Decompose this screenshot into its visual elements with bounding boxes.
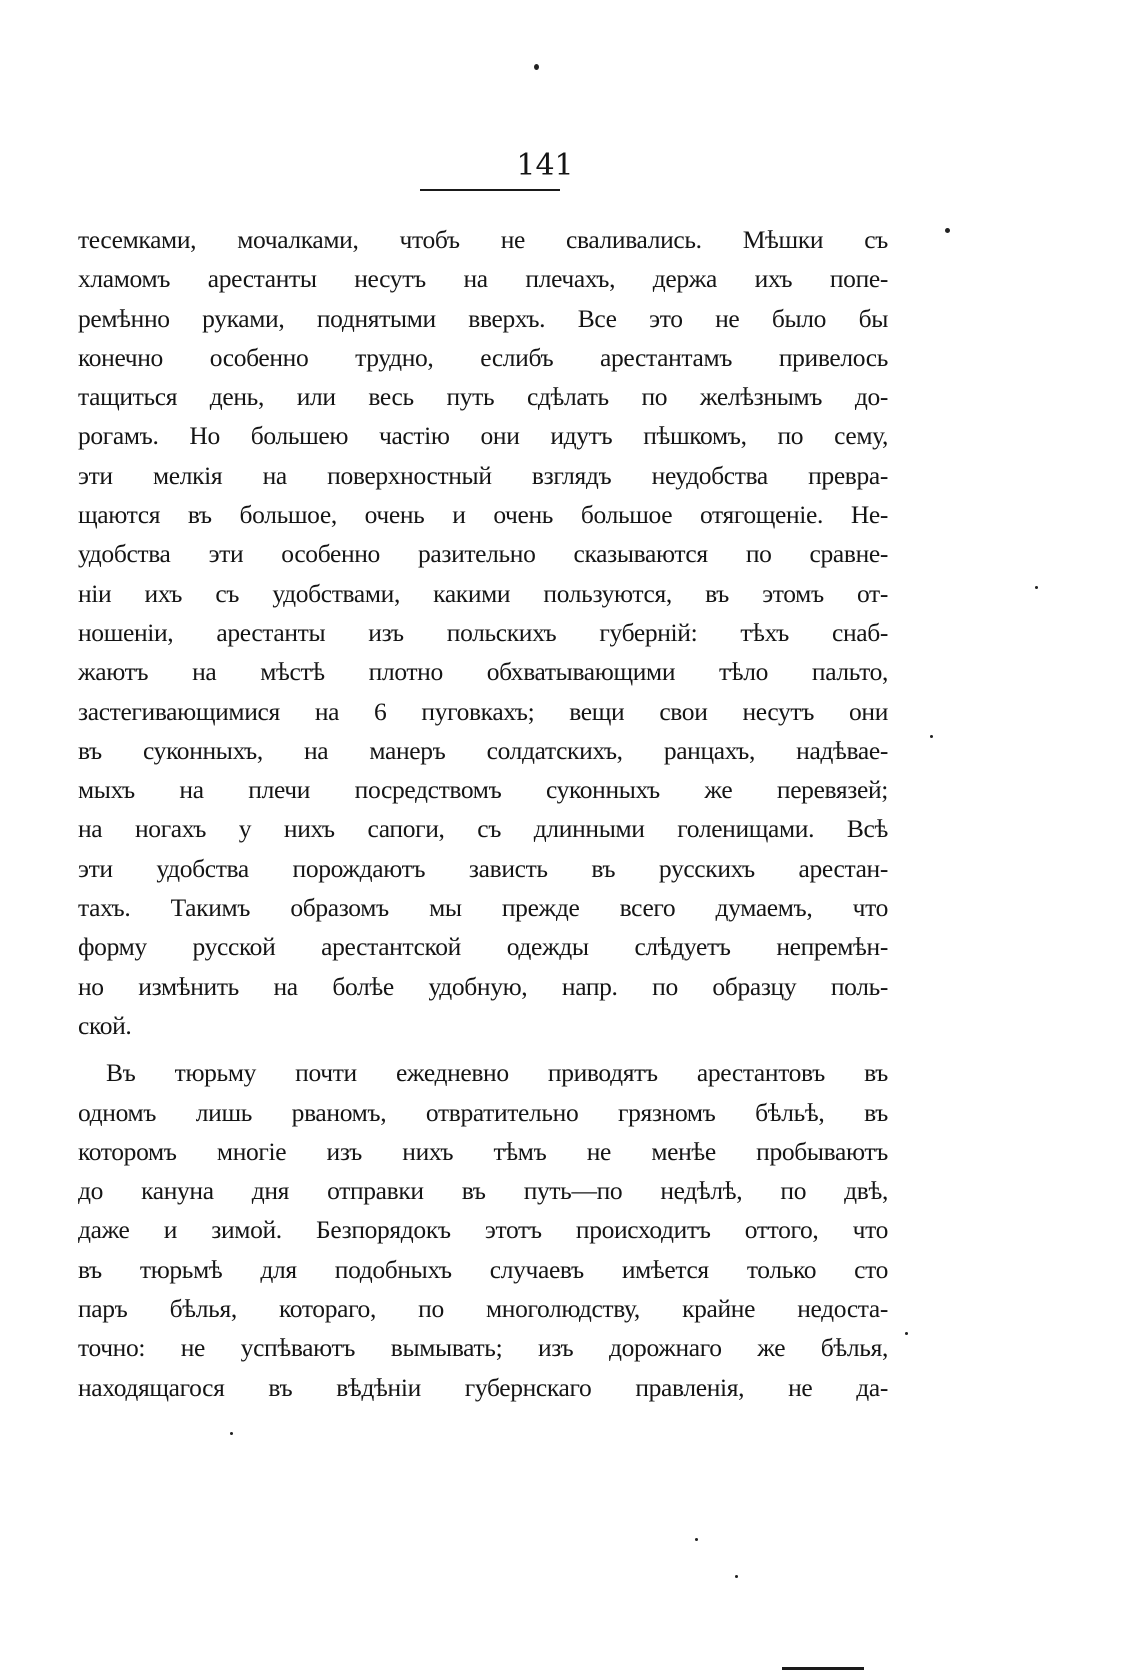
header-rule xyxy=(420,189,560,191)
text-line: тахъ. Такимъ образомъ мы прежде всего думаемъ, что xyxy=(78,893,888,923)
text-line: щаются въ большое, очень и очень большое отягощеніе. Не- xyxy=(78,500,888,530)
text-line: одномъ лишь рваномъ, отвратительно грязномъ бѣльѣ, въ xyxy=(78,1097,888,1127)
body-text xyxy=(78,220,888,1407)
text-line: но измѣнить на болѣе удобную, напр. по образцу поль- xyxy=(78,971,888,1001)
text-line: хламомъ арестанты несутъ на плечахъ, держа ихъ попе- xyxy=(78,264,888,294)
text-line: рогамъ. Но большею частію они идутъ пѣшкомъ, по сему, xyxy=(78,421,888,451)
text-line: точно: не успѣваютъ вымывать; изъ дорожнаго же бѣлья, xyxy=(78,1333,888,1363)
text-line: эти мелкія на поверхностный взглядъ неудобства превра- xyxy=(78,460,888,490)
text-line: конечно особенно трудно, еслибъ арестантамъ привелось xyxy=(78,342,888,372)
text-line: тащиться день, или весь путь сдѣлать по желѣзнымъ до- xyxy=(78,382,888,412)
text-line: Въ тюрьму почти ежедневно приводятъ арестантовъ въ xyxy=(106,1058,888,1088)
text-line: до кануна дня отправки въ путь—по недѣлѣ, по двѣ, xyxy=(78,1176,888,1206)
scan-speck xyxy=(930,735,933,738)
text-line: застегивающимися на 6 пуговкахъ; вещи свои несутъ они xyxy=(78,696,888,726)
text-line: находящагося въ вѣдѣніи губернскаго правленія, не да- xyxy=(78,1372,888,1402)
text-line: въ тюрьмѣ для подобныхъ случаевъ имѣется только сто xyxy=(78,1254,888,1284)
scan-speck xyxy=(230,1432,233,1435)
text-line: которомъ многіе изъ нихъ тѣмъ не менѣе пробываютъ xyxy=(78,1136,888,1166)
scan-speck xyxy=(534,64,539,70)
text-line: мыхъ на плечи посредствомъ суконныхъ же перевязей; xyxy=(78,775,888,805)
footer-rule xyxy=(782,1667,864,1670)
text-line: на ногахъ у нихъ сапоги, съ длинными голенищами. Всѣ xyxy=(78,814,888,844)
text-line: ніи ихъ съ удобствами, какими пользуются, въ этомъ от- xyxy=(78,578,888,608)
text-line: жаютъ на мѣстѣ плотно обхватывающими тѣло пальто, xyxy=(78,657,888,687)
scan-speck xyxy=(695,1538,698,1541)
text-line: ской. xyxy=(78,1010,132,1040)
text-line: удобства эти особенно разительно сказываются по сравне- xyxy=(78,539,888,569)
text-line: паръ бѣлья, котораго, по многолюдству, крайне недоста- xyxy=(78,1294,888,1324)
scan-speck xyxy=(945,228,950,233)
scan-speck xyxy=(735,1575,738,1578)
text-line: ремѣнно руками, поднятыми вверхъ. Все это не было бы xyxy=(78,303,888,333)
text-line: форму русской арестантской одежды слѣдуетъ непремѣн- xyxy=(78,932,888,962)
text-line: въ суконныхъ, на манеръ солдатскихъ, ранцахъ, надѣвае- xyxy=(78,735,888,765)
text-line: эти удобства порождаютъ зависть въ русскихъ арестан- xyxy=(78,853,888,883)
paragraph-1 xyxy=(78,220,888,1045)
scan-speck xyxy=(905,1332,908,1335)
text-line: тесемками, мочалками, чтобъ не сваливались. Мѣшки съ xyxy=(78,225,888,254)
page-number: 141 xyxy=(516,148,574,183)
paragraph-2 xyxy=(78,1053,888,1407)
text-line: даже и зимой. Безпорядокъ этотъ происходитъ оттого, что xyxy=(78,1215,888,1245)
scan-speck xyxy=(1035,586,1038,589)
text-line: ношеніи, арестанты изъ польскихъ губерній: тѣхъ снаб- xyxy=(78,617,888,647)
